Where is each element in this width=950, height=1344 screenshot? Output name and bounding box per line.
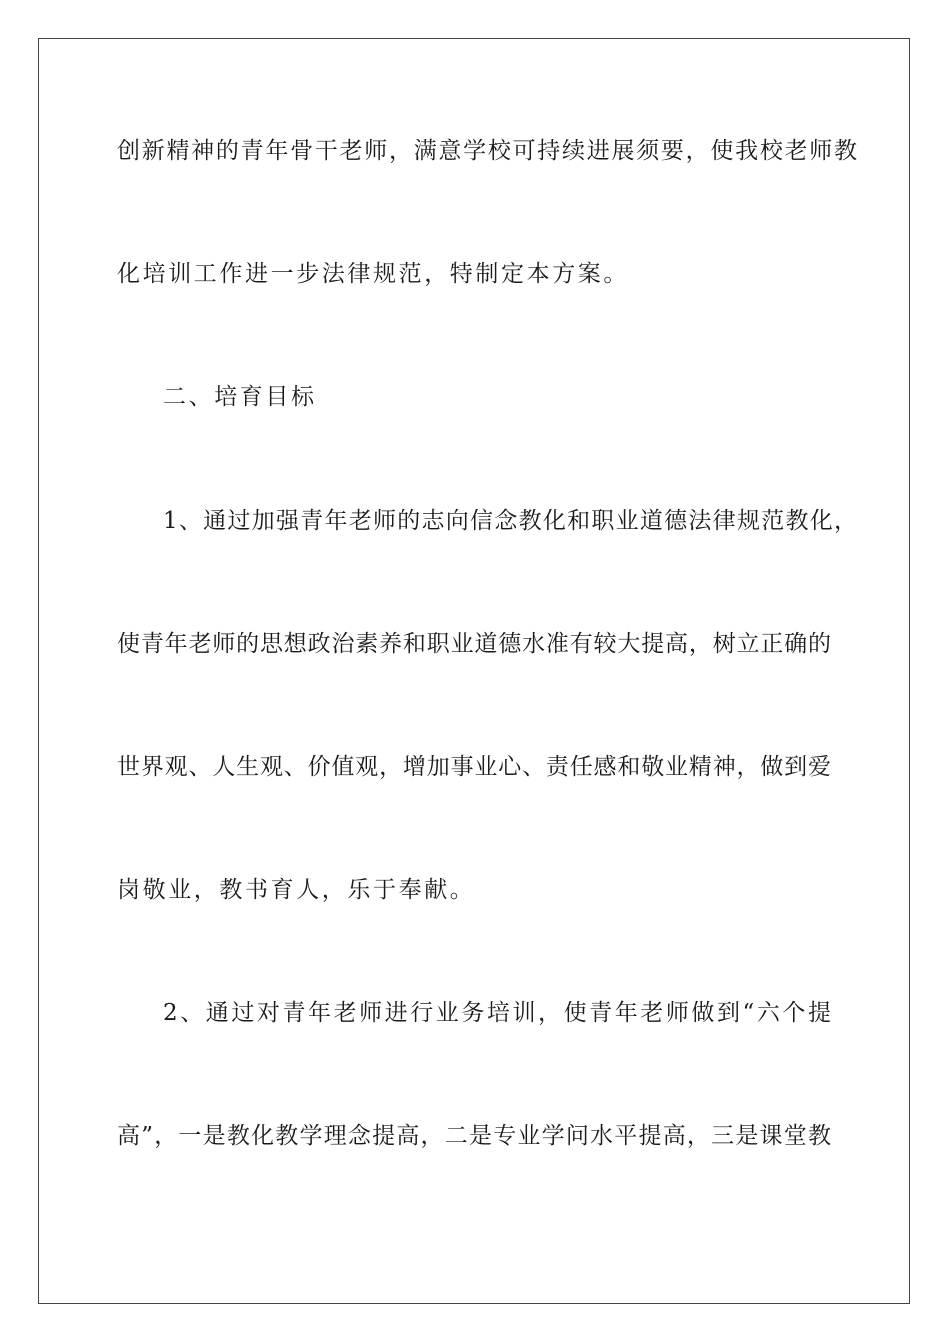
body-line-8: 2、通过对青年老师进行业务培训，使青年老师做到“六个提 (163, 1000, 831, 1026)
body-line-9: 高”，一是教化教学理念提高，二是专业学问水平提高，三是课堂教 (117, 1123, 831, 1149)
body-line-7: 岗敬业，教书育人，乐于奉献。 (117, 877, 476, 903)
body-line-5: 使青年老师的思想政治素养和职业道德水准有较大提高，树立正确的 (117, 631, 831, 657)
body-line-6: 世界观、人生观、价值观，增加事业心、责任感和敬业精神，做到爱 (117, 754, 831, 780)
body-line-1: 创新精神的青年骨干老师，满意学校可持续进展须要，使我校老师教 (117, 138, 857, 164)
body-line-2: 化培训工作进一步法律规范，特制定本方案。 (117, 261, 629, 287)
page-border (38, 38, 910, 1304)
body-line-4: 1、通过加强青年老师的志向信念教化和职业道德法律规范教化， (163, 508, 857, 534)
section-heading: 二、培育目标 (163, 384, 317, 410)
